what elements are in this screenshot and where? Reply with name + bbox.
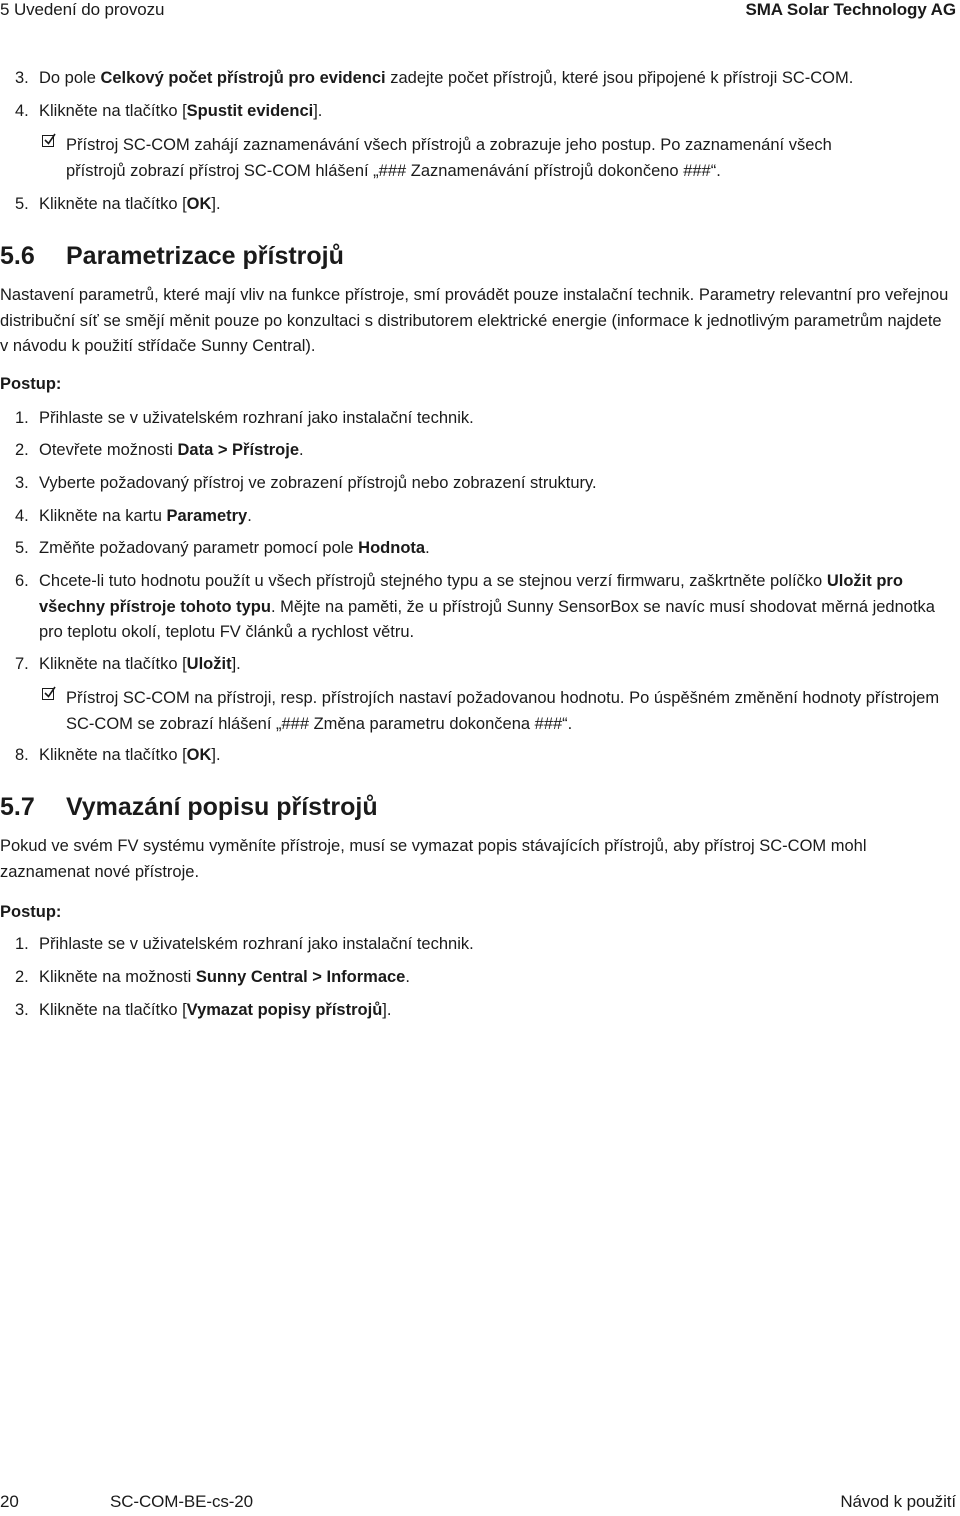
s56-step-8: 8. Klikněte na tlačítko [OK]. — [15, 746, 221, 764]
result-parameter-change: Přístroj SC-COM na přístroji, resp. přístrojích nastaví požadovanou hodnotu. Po úspěšném změnění hodnoty přístrojem SC-COM se zobrazí hlášení „### Změna parametru dokončena ###“. — [42, 686, 947, 737]
s56-step-1: 1. Přihlaste se v uživatelském rozhraní jako instalační technik. — [15, 409, 474, 427]
section-5-7-intro: Pokud ve svém FV systému vyměníte přístroje, musí se vymazat popis stávajících přístrojů, aby přístroj SC-COM mohl zaznamenat nové přístroje. — [0, 837, 867, 881]
s57-step-3: 3. Klikněte na tlačítko [Vymazat popisy přístrojů]. — [15, 1001, 392, 1019]
s56-step-4: 4. Klikněte na kartu Parametry. — [15, 507, 252, 525]
checkbox-checked-icon — [42, 135, 54, 147]
procedure-label: Postup: — [0, 903, 62, 921]
s56-step-2: 2. Otevřete možnosti Data > Přístroje. — [15, 441, 304, 459]
section-heading-5-7: 5.7 Vymazání popisu přístrojů — [0, 793, 378, 821]
step-4-start-recording: 4. Klikněte na tlačítko [Spustit evidenci]. — [15, 102, 323, 120]
s56-step-6: 6. Chcete-li tuto hodnotu použít u všech přístrojů stejného typu a se stejnou verzí firmwaru, zaškrtněte políčko Uložit pro všechny přístroje tohoto typu. Mějte na paměti, že u přístrojů Sunny SensorBox se navíc musí shodovat měrná jednotka pro teplotu okolí, teplotu FV článků a rychlost větru. — [15, 572, 935, 641]
s56-step-5: 5. Změňte požadovaný parametr pomocí pole Hodnota. — [15, 539, 430, 557]
s56-step-7: 7. Klikněte na tlačítko [Uložit]. — [15, 655, 241, 673]
s57-step-1: 1. Přihlaste se v uživatelském rozhraní jako instalační technik. — [15, 935, 474, 953]
footer-document-code: SC-COM-BE-cs-20 — [110, 1492, 254, 1511]
result-recording: Přístroj SC-COM zahájí zaznamenávání všech přístrojů a zobrazuje jeho postup. Po zaznamenání všech přístrojů zobrazí přístroj SC-COM hlášení „### Zaznamenávání přístrojů dokončeno ###“. — [42, 133, 947, 184]
footer-document-type: Návod k použití — [840, 1492, 956, 1511]
s56-step-3: 3. Vyberte požadovaný přístroj ve zobrazení přístrojů nebo zobrazení struktury. — [15, 474, 597, 492]
step-3-device-count: 3. Do pole Celkový počet přístrojů pro evidenci zadejte počet přístrojů, které jsou připojené k přístroji SC-COM. — [15, 69, 854, 87]
footer-page-number: 20 — [0, 1492, 19, 1511]
section-5-6-intro: Nastavení parametrů, které mají vliv na funkce přístroje, smí provádět pouze instalační technik. Parametry relevantní pro veřejnou distribuční síť se smějí měnit pouze po konzultaci s distributorem elektrické energie (informace k jednotlivým parametrům najdete v návodu k použití střídače Sunny Central). — [0, 286, 949, 355]
step-5-click-ok: 5. Klikněte na tlačítko [OK]. — [15, 195, 221, 213]
procedure-label: Postup: — [0, 375, 62, 393]
checkbox-checked-icon — [42, 688, 54, 700]
s57-step-2: 2. Klikněte na možnosti Sunny Central > Informace. — [15, 968, 410, 986]
header-company: SMA Solar Technology AG — [745, 0, 956, 19]
header-section-title: 5 Uvedení do provozu — [0, 0, 165, 19]
section-heading-5-6: 5.6 Parametrizace přístrojů — [0, 242, 344, 270]
